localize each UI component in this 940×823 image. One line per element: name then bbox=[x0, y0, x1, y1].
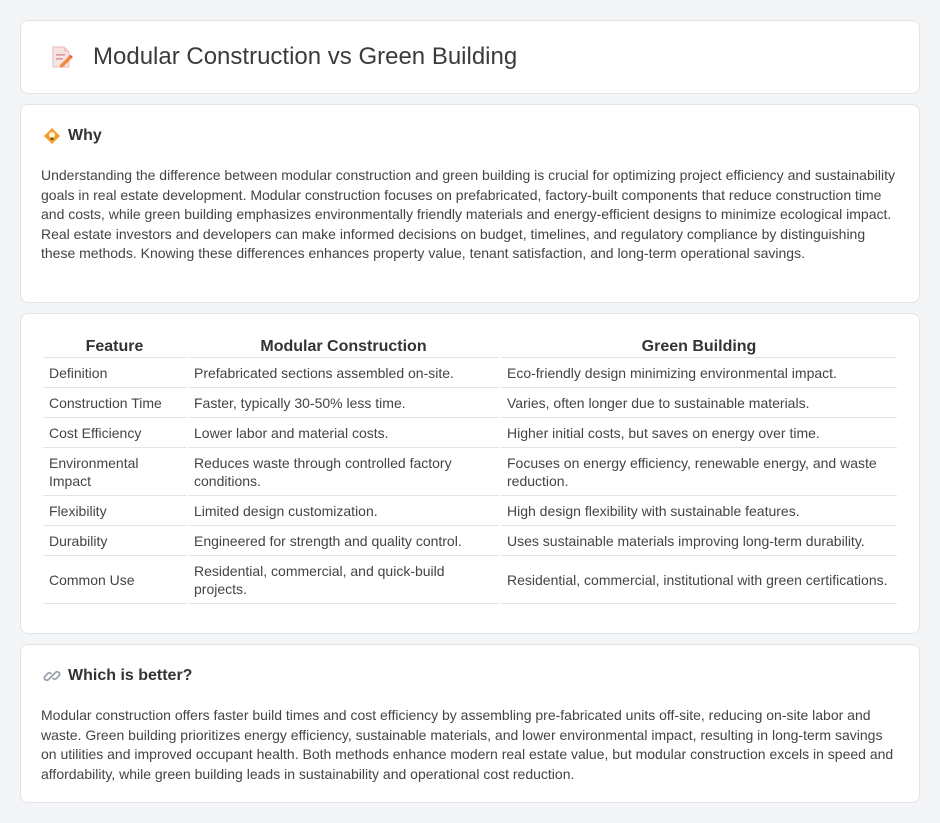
table-cell: High design flexibility with sustainable features. bbox=[501, 496, 897, 526]
table-cell: Durability bbox=[43, 526, 186, 556]
column-header-modular: Modular Construction bbox=[188, 334, 499, 358]
table-row bbox=[43, 556, 897, 604]
better-header bbox=[43, 667, 192, 685]
better-card bbox=[20, 644, 920, 803]
comparison-table bbox=[41, 334, 899, 604]
table-cell: Limited design customization. bbox=[188, 496, 499, 526]
table-cell: Residential, commercial, institutional with green certifications. bbox=[501, 556, 897, 604]
table-cell: Focuses on energy efficiency, renewable energy, and waste reduction. bbox=[501, 448, 897, 496]
title-card bbox=[20, 20, 920, 94]
why-header bbox=[43, 127, 102, 145]
table-cell: Lower labor and material costs. bbox=[188, 418, 499, 448]
table-cell: Faster, typically 30-50% less time. bbox=[188, 388, 499, 418]
table-cell: Construction Time bbox=[43, 388, 186, 418]
table-row bbox=[43, 526, 897, 556]
table-row bbox=[43, 388, 897, 418]
table-row bbox=[43, 358, 897, 388]
column-header-green: Green Building bbox=[501, 334, 897, 358]
pencil-document-icon bbox=[47, 43, 75, 71]
table-cell: Environmental Impact bbox=[43, 448, 186, 496]
title-row bbox=[21, 21, 919, 93]
table-cell: Prefabricated sections assembled on-site. bbox=[188, 358, 499, 388]
table-cell: Flexibility bbox=[43, 496, 186, 526]
page-title: Modular Construction vs Green Building bbox=[93, 43, 518, 70]
table-row bbox=[43, 418, 897, 448]
table-cell: Higher initial costs, but saves on energy over time. bbox=[501, 418, 897, 448]
table-cell: Reduces waste through controlled factory conditions. bbox=[188, 448, 499, 496]
better-paragraph: Modular construction offers faster build times and cost efficiency by assembling pre-fabricated units off-site, reducing on-site labor and waste. Green building prioritizes energy efficiency, sustainable materials, and lower environmental impact, resulting in long-term savings on utilities and improved occupant health. Both methods enhance modern real estate value, but modular construction excels in speed and affordability, while green building leads in sustainability and operational cost reduction. bbox=[41, 707, 894, 782]
table-row bbox=[43, 448, 897, 496]
better-heading: Which is better? bbox=[68, 667, 193, 684]
table-cell: Residential, commercial, and quick-build projects. bbox=[188, 556, 499, 604]
column-header-feature: Feature bbox=[43, 334, 186, 358]
table-row bbox=[43, 496, 897, 526]
table-cell: Definition bbox=[43, 358, 186, 388]
comparison-card bbox=[20, 313, 920, 634]
table-cell: Eco-friendly design minimizing environmental impact. bbox=[501, 358, 897, 388]
why-paragraph: Understanding the difference between modular construction and green building is crucial for optimizing project efficiency and sustainability goals in real estate development. Modular construction focuses on prefabricated, factory-built components that reduce construction time and costs, while green building emphasizes environmentally friendly materials and energy-efficient designs to minimize ecological impact. Real estate investors and developers can make informed decisions on budget, timelines, and regulatory compliance by distinguishing these methods. Knowing these differences enhances property value, tenant satisfaction, and long-term operational savings. bbox=[41, 167, 895, 261]
table-header-row bbox=[43, 334, 897, 358]
link-icon bbox=[43, 667, 61, 685]
table-cell: Varies, often longer due to sustainable materials. bbox=[501, 388, 897, 418]
table-cell: Engineered for strength and quality control. bbox=[188, 526, 499, 556]
why-heading: Why bbox=[68, 127, 102, 144]
why-card bbox=[20, 104, 920, 303]
table-cell: Common Use bbox=[43, 556, 186, 604]
lightbulb-diamond-icon bbox=[43, 127, 61, 145]
table-cell: Cost Efficiency bbox=[43, 418, 186, 448]
table-cell: Uses sustainable materials improving long-term durability. bbox=[501, 526, 897, 556]
